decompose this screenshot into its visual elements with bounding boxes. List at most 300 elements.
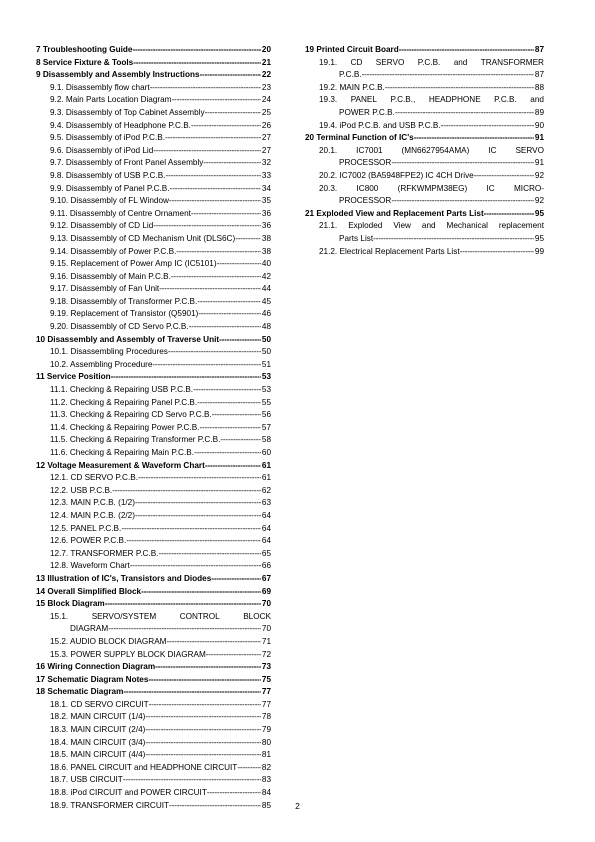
toc-entry-page: 34 <box>261 183 271 193</box>
toc-entry-page: 61 <box>261 460 271 470</box>
toc-entry-title: 18.8. iPod CIRCUIT and POWER CIRCUIT <box>50 788 207 798</box>
toc-entry-page: 48 <box>261 322 271 332</box>
toc-entry-page: 45 <box>261 296 271 306</box>
toc-entry-page: 57 <box>261 422 271 432</box>
toc-dot-leader <box>126 535 261 548</box>
toc-subsection-entry[interactable] <box>36 636 271 649</box>
toc-entry-page: 63 <box>261 498 271 508</box>
toc-entry-title: 10.1. Disassembling Procedures <box>50 347 168 357</box>
toc-dot-leader <box>135 497 261 510</box>
toc-entry-title-cont: POWER P.C.B. <box>339 107 395 117</box>
toc-dot-leader <box>176 246 261 259</box>
toc-entry-page: 64 <box>261 510 271 520</box>
toc-section-entry[interactable] <box>36 573 271 586</box>
toc-dot-leader <box>166 636 260 649</box>
toc-subsection-entry[interactable] <box>36 82 271 95</box>
toc-entry-page: 85 <box>261 800 271 810</box>
toc-subsection-entry[interactable] <box>36 246 271 259</box>
toc-subsection-entry[interactable] <box>36 233 271 246</box>
toc-entry-title-word: and <box>530 95 544 105</box>
toc-entry-title-word: HEADPHONE <box>428 95 481 105</box>
toc-subsection-entry[interactable] <box>36 560 271 573</box>
toc-subsection-entry[interactable] <box>36 409 271 422</box>
toc-dot-leader <box>205 460 261 473</box>
toc-dot-leader <box>193 384 261 397</box>
toc-subsection-entry[interactable] <box>36 195 271 208</box>
toc-subsection-entry[interactable] <box>36 220 271 233</box>
toc-entry-title-line <box>50 611 271 624</box>
toc-subsection-entry[interactable] <box>36 787 271 800</box>
toc-subsection-entry[interactable] <box>36 258 271 271</box>
toc-entry-title: 18.3. MAIN CIRCUIT (2/4) <box>50 725 146 735</box>
toc-entry-page: 27 <box>261 133 271 143</box>
toc-entry-title: 12.4. MAIN P.C.B. (2/2) <box>50 510 135 520</box>
toc-section-entry[interactable] <box>305 208 544 221</box>
toc-entry-page: 35 <box>261 196 271 206</box>
toc-subsection-entry[interactable] <box>305 94 544 119</box>
toc-entry-title: 12.6. POWER P.C.B. <box>50 536 127 546</box>
toc-subsection-entry[interactable] <box>36 611 271 636</box>
toc-dot-leader <box>197 397 261 410</box>
toc-subsection-entry[interactable] <box>36 321 271 334</box>
toc-subsection-entry[interactable] <box>36 737 271 750</box>
toc-entry-title-word: SERVO/SYSTEM <box>91 611 157 621</box>
toc-entry-title: 9.8. Disassembly of USB P.C.B. <box>50 170 166 180</box>
toc-dot-leader <box>169 195 261 208</box>
toc-entry-title-line <box>319 94 544 107</box>
toc-dot-leader <box>197 296 261 309</box>
toc-entry-page: 95 <box>534 208 544 218</box>
toc-entry-page: 50 <box>261 334 271 344</box>
toc-entry-title-word: and <box>421 221 436 231</box>
toc-subsection-entry[interactable] <box>36 296 271 309</box>
toc-section-entry[interactable] <box>36 686 271 699</box>
toc-entry-title-word: IC <box>486 183 495 193</box>
toc-dot-leader <box>191 120 261 133</box>
toc-entry-page: 75 <box>261 674 271 684</box>
toc-dot-leader <box>460 246 534 259</box>
toc-entry-title: 15.2. AUDIO BLOCK DIAGRAM <box>50 636 167 646</box>
toc-entry-title-word: SERVO <box>515 145 544 155</box>
toc-entry-page: 23 <box>261 82 271 92</box>
toc-entry-title: 12.2. USB P.C.B. <box>50 485 113 495</box>
toc-entry-page: 84 <box>261 788 271 798</box>
toc-entry-page: 36 <box>261 208 271 218</box>
toc-entry-title-word: IC <box>488 145 497 155</box>
toc-dot-leader <box>150 82 261 95</box>
toc-entry-page: 87 <box>534 45 544 54</box>
toc-entry-title: 12.1. CD SERVO P.C.B. <box>50 473 138 483</box>
toc-subsection-entry[interactable] <box>36 523 271 536</box>
toc-entry-page: 42 <box>261 271 271 281</box>
toc-entry-page: 90 <box>534 120 544 130</box>
toc-subsection-entry[interactable] <box>36 94 271 107</box>
toc-entry-title-word: CD <box>350 57 363 67</box>
toc-entry-title-word: replacement <box>498 221 544 231</box>
toc-entry-page: 50 <box>261 347 271 357</box>
toc-dot-leader <box>121 523 261 536</box>
toc-entry-page: 53 <box>261 372 271 382</box>
toc-dot-leader <box>132 44 260 57</box>
toc-entry-page: 56 <box>261 410 271 420</box>
toc-entry-page: 51 <box>261 359 271 369</box>
toc-entry-title: 18.9. TRANSFORMER CIRCUIT <box>50 800 170 810</box>
toc-entry-title: 12.8. Waveform Chart <box>50 561 130 571</box>
toc-dot-leader <box>474 170 534 183</box>
toc-entry-title: 7 Troubleshooting Guide <box>36 45 133 54</box>
toc-dot-leader <box>123 774 261 787</box>
toc-dot-leader <box>159 283 261 296</box>
toc-subsection-entry[interactable] <box>305 220 544 245</box>
toc-entry-title-word: P.C.B. <box>494 95 517 105</box>
toc-entry-title-word: BLOCK <box>243 611 271 621</box>
toc-dot-leader <box>108 623 261 636</box>
toc-entry-page: 61 <box>261 473 271 483</box>
toc-entry-page: 72 <box>261 649 271 659</box>
toc-entry-title-word: and <box>453 57 468 67</box>
toc-entry-title: 9.20. Disassembly of CD Servo P.C.B. <box>50 322 189 332</box>
toc-entry-page: 38 <box>261 246 271 256</box>
toc-entry-title: 12.7. TRANSFORMER P.C.B. <box>50 548 159 558</box>
toc-entry-page: 88 <box>534 82 544 92</box>
toc-subsection-entry[interactable] <box>305 183 544 208</box>
toc-entry-page: 46 <box>261 309 271 319</box>
toc-entry-title: 15.3. POWER SUPPLY BLOCK DIAGRAM <box>50 649 206 659</box>
toc-dot-leader <box>155 661 261 674</box>
toc-entry-page: 99 <box>534 246 544 256</box>
toc-entry-page: 38 <box>261 233 271 243</box>
toc-dot-leader <box>170 183 261 196</box>
toc-dot-leader <box>211 573 261 586</box>
toc-dot-leader <box>133 57 261 70</box>
toc-entry-title: 9.3. Disassembly of Top Cabinet Assembly <box>50 107 205 117</box>
toc-subsection-entry[interactable] <box>36 485 271 498</box>
toc-entry-title-word: Mechanical <box>446 221 488 231</box>
toc-subsection-entry[interactable] <box>36 724 271 737</box>
toc-entry-page: 78 <box>261 712 271 722</box>
page-number: 2 <box>295 801 300 811</box>
toc-entry-title: 18.2. MAIN CIRCUIT (1/4) <box>50 712 146 722</box>
toc-entry-title: 18.5. MAIN CIRCUIT (4/4) <box>50 750 146 760</box>
toc-subsection-entry[interactable] <box>36 472 271 485</box>
toc-entry-title: 20.2. IC7002 (BA5948FPE2) IC 4CH Drive <box>319 170 474 180</box>
toc-entry-page: 91 <box>534 133 544 143</box>
toc-entry-title: 11.2. Checking & Repairing Panel P.C.B. <box>50 397 198 407</box>
toc-entry-title: 10.2. Assembling Procedure <box>50 359 153 369</box>
toc-entry-continuation <box>319 233 544 246</box>
toc-subsection-entry[interactable] <box>305 82 544 95</box>
toc-entry-title-word: P.C.B., <box>390 95 416 105</box>
toc-entry-title: 13 Illustration of IC's, Transistors and Diodes <box>36 573 212 583</box>
toc-subsection-entry[interactable] <box>36 170 271 183</box>
toc-subsection-entry[interactable] <box>36 132 271 145</box>
toc-entry-page: 70 <box>261 599 271 609</box>
toc-subsection-entry[interactable] <box>36 145 271 158</box>
toc-left-column <box>36 44 271 812</box>
toc-dot-leader <box>484 208 534 221</box>
toc-entry-page: 40 <box>261 259 271 269</box>
toc-dot-leader <box>362 69 534 82</box>
toc-subsection-entry[interactable] <box>36 510 271 523</box>
toc-entry-page: 80 <box>261 737 271 747</box>
toc-subsection-entry[interactable] <box>36 397 271 410</box>
toc-entry-page: 92 <box>534 196 544 206</box>
toc-entry-page: 60 <box>261 448 271 457</box>
toc-entry-title: 11.6. Checking & Repairing Main P.C.B. <box>50 448 194 457</box>
toc-section-entry[interactable] <box>36 334 271 347</box>
toc-section-entry[interactable] <box>36 598 271 611</box>
toc-entry-page: 81 <box>261 750 271 760</box>
toc-entry-title: 11 Service Position <box>36 372 111 382</box>
toc-dot-leader <box>200 69 261 82</box>
toc-subsection-entry[interactable] <box>305 170 544 183</box>
toc-subsection-entry[interactable] <box>36 384 271 397</box>
toc-dot-leader <box>385 82 534 95</box>
toc-subsection-entry[interactable] <box>305 120 544 133</box>
toc-section-entry[interactable] <box>36 460 271 473</box>
toc-entry-page: 64 <box>261 536 271 546</box>
toc-dot-leader <box>148 674 260 687</box>
toc-entry-title: 11.3. Checking & Repairing CD Servo P.C.B. <box>50 410 212 420</box>
toc-subsection-entry[interactable] <box>36 308 271 321</box>
toc-entry-page: 26 <box>261 120 271 130</box>
toc-subsection-entry[interactable] <box>36 120 271 133</box>
toc-subsection-entry[interactable] <box>305 246 544 259</box>
toc-entry-title-word: SERVO <box>375 57 405 67</box>
toc-entry-title: 9.10. Disassembly of FL Window <box>50 196 169 206</box>
toc-dot-leader <box>165 170 260 183</box>
toc-entry-page: 79 <box>261 725 271 735</box>
toc-entry-title-word: IC7001 <box>356 145 383 155</box>
toc-dot-leader <box>153 220 261 233</box>
toc-dot-leader <box>152 359 260 372</box>
toc-dot-leader <box>220 434 261 447</box>
toc-entry-title: 12.3. MAIN P.C.B. (1/2) <box>50 498 135 508</box>
toc-entry-title-word: View <box>393 221 411 231</box>
toc-section-entry[interactable] <box>36 661 271 674</box>
toc-dot-leader <box>149 699 261 712</box>
toc-dot-leader <box>189 321 261 334</box>
toc-subsection-entry[interactable] <box>36 107 271 120</box>
toc-entry-page: 71 <box>261 636 271 646</box>
toc-entry-title: 9.18. Disassembly of Transformer P.C.B. <box>50 296 198 306</box>
toc-entry-title-word: (RFKWMPM38EG) <box>397 183 468 193</box>
toc-dot-leader <box>219 334 261 347</box>
toc-subsection-entry[interactable] <box>36 208 271 221</box>
toc-entry-title-word: IC800 <box>356 183 379 193</box>
toc-subsection-entry[interactable] <box>305 145 544 170</box>
toc-entry-title: 17 Schematic Diagram Notes <box>36 674 149 684</box>
toc-subsection-entry[interactable] <box>36 422 271 435</box>
toc-subsection-entry[interactable] <box>36 649 271 662</box>
toc-dot-leader <box>145 737 260 750</box>
toc-entry-page: 87 <box>534 70 544 80</box>
toc-subsection-entry[interactable] <box>36 183 271 196</box>
toc-section-entry[interactable] <box>36 44 271 57</box>
toc-entry-page: 82 <box>261 762 271 772</box>
toc-entry-title: 18.6. PANEL CIRCUIT and HEADPHONE CIRCUIT <box>50 762 238 772</box>
toc-entry-page: 70 <box>261 624 271 634</box>
toc-entry-title: 9 Disassembly and Assembly Instructions <box>36 70 200 80</box>
toc-entry-title: 15 Block Diagram <box>36 599 105 609</box>
toc-entry-title-word: PANEL <box>350 95 377 105</box>
toc-entry-title: 19.4. iPod P.C.B. and USB P.C.B. <box>319 120 441 130</box>
toc-section-entry[interactable] <box>36 69 271 82</box>
toc-entry-page: 65 <box>261 548 271 558</box>
toc-entry-title: 10 Disassembly and Assembly of Traverse Unit <box>36 334 220 344</box>
toc-entry-page: 95 <box>534 233 544 243</box>
toc-entry-page: 69 <box>261 586 271 596</box>
toc-subsection-entry[interactable] <box>36 749 271 762</box>
toc-entry-title: 9.9. Disassembly of Panel P.C.B. <box>50 183 170 193</box>
toc-entry-page: 20 <box>261 45 271 54</box>
toc-entry-title: 9.13. Disassembly of CD Mechanism Unit (DLS6C) <box>50 233 236 243</box>
toc-dot-leader <box>237 762 261 775</box>
toc-dot-leader <box>395 107 534 120</box>
toc-dot-leader <box>198 308 261 321</box>
toc-section-entry[interactable] <box>36 586 271 599</box>
toc-entry-title: 11.1. Checking & Repairing USB P.C.B. <box>50 385 194 395</box>
toc-subsection-entry[interactable] <box>36 774 271 787</box>
toc-entry-title: 20 Terminal Function of IC's <box>305 133 414 143</box>
toc-entry-title-word: TRANSFORMER <box>480 57 544 67</box>
toc-dot-leader <box>205 107 261 120</box>
toc-dot-leader <box>414 132 534 145</box>
toc-subsection-entry[interactable] <box>36 447 271 460</box>
toc-entry-title-line <box>319 183 544 196</box>
toc-dot-leader <box>145 749 260 762</box>
toc-entry-page: 33 <box>261 170 271 180</box>
toc-dot-leader <box>168 346 261 359</box>
toc-entry-title: 9.7. Disassembly of Front Panel Assembly <box>50 158 204 168</box>
toc-entry-page: 36 <box>261 221 271 231</box>
toc-entry-title: 9.6. Disassembly of iPod Lid <box>50 145 154 155</box>
toc-entry-title-line <box>319 145 544 158</box>
toc-entry-title: 11.5. Checking & Repairing Transformer P.C.B. <box>50 435 221 445</box>
toc-dot-leader <box>130 560 261 573</box>
toc-entry-continuation <box>319 157 544 170</box>
toc-entry-page: 22 <box>261 70 271 80</box>
toc-entry-title-word: 19.1. <box>319 57 338 67</box>
toc-entry-title: 18.4. MAIN CIRCUIT (3/4) <box>50 737 146 747</box>
toc-entry-title: 18.7. USB CIRCUIT <box>50 775 123 785</box>
toc-entry-page: 89 <box>534 107 544 117</box>
toc-subsection-entry[interactable] <box>36 346 271 359</box>
toc-entry-title-word: 20.3. <box>319 183 338 193</box>
toc-entry-title: 12 Voltage Measurement & Waveform Chart <box>36 460 205 470</box>
toc-entry-title: 9.15. Replacement of Power Amp IC (IC5101) <box>50 259 217 269</box>
toc-entry-page: 53 <box>261 385 271 395</box>
toc-section-entry[interactable] <box>305 44 544 57</box>
toc-entry-page: 77 <box>261 699 271 709</box>
toc-subsection-entry[interactable] <box>36 283 271 296</box>
toc-entry-title-cont: P.C.B. <box>339 70 362 80</box>
toc-entry-title-word: CONTROL <box>179 611 220 621</box>
toc-entry-page: 66 <box>261 561 271 571</box>
toc-entry-title-word: MICRO- <box>513 183 544 193</box>
toc-section-entry[interactable] <box>36 674 271 687</box>
toc-entry-title: 21 Exploded View and Replacement Parts List <box>305 208 484 218</box>
toc-dot-leader <box>391 195 534 208</box>
toc-entry-title: 9.16. Disassembly of Main P.C.B. <box>50 271 171 281</box>
toc-dot-leader <box>123 686 261 699</box>
toc-dot-leader <box>111 371 261 384</box>
toc-entry-title: 12.5. PANEL P.C.B. <box>50 523 122 533</box>
toc-entry-continuation <box>319 107 544 120</box>
toc-dot-leader <box>138 472 261 485</box>
toc-dot-leader <box>399 44 534 57</box>
toc-dot-leader <box>206 649 261 662</box>
toc-subsection-entry[interactable] <box>36 157 271 170</box>
toc-subsection-entry[interactable] <box>36 359 271 372</box>
toc-dot-leader <box>391 157 534 170</box>
toc-entry-title-word: 15.1. <box>50 611 69 621</box>
toc-entry-title: 9.4. Disassembly of Headphone P.C.B. <box>50 120 191 130</box>
toc-subsection-entry[interactable] <box>36 762 271 775</box>
toc-subsection-entry[interactable] <box>305 57 544 82</box>
toc-entry-title-word: (MN6627954AMA) <box>401 145 470 155</box>
toc-entry-title: 9.1. Disassembly flow chart <box>50 82 150 92</box>
toc-dot-leader <box>145 724 260 737</box>
toc-subsection-entry[interactable] <box>36 711 271 724</box>
toc-subsection-entry[interactable] <box>36 271 271 284</box>
toc-dot-leader <box>165 132 261 145</box>
toc-entry-continuation <box>319 195 544 208</box>
toc-entry-title-word: 20.1. <box>319 145 338 155</box>
toc-entry-continuation <box>319 69 544 82</box>
toc-dot-leader <box>153 145 261 158</box>
toc-entry-title-word: Exploded <box>348 221 383 231</box>
toc-dot-leader <box>203 157 261 170</box>
toc-entry-page: 83 <box>261 775 271 785</box>
toc-entry-page: 21 <box>261 57 271 67</box>
toc-entry-page: 24 <box>261 95 271 105</box>
toc-dot-leader <box>212 409 261 422</box>
toc-subsection-entry[interactable] <box>36 535 271 548</box>
toc-entry-title-cont: PROCESSOR <box>339 158 392 168</box>
toc-entry-title: 19 Printed Circuit Board <box>305 45 399 54</box>
toc-dot-leader <box>194 447 261 460</box>
toc-entry-title: 9.5. Disassembly of iPod P.C.B. <box>50 133 165 143</box>
toc-entry-title-word: 19.3. <box>319 95 338 105</box>
toc-entry-title: 9.14. Disassembly of Power P.C.B. <box>50 246 177 256</box>
toc-subsection-entry[interactable] <box>36 434 271 447</box>
toc-entry-title-word: 21.1. <box>319 221 338 231</box>
toc-dot-leader <box>171 271 261 284</box>
toc-dot-leader <box>199 422 260 435</box>
toc-section-entry[interactable] <box>36 371 271 384</box>
toc-entry-title-line <box>319 220 544 233</box>
toc-entry-title: 18 Schematic Diagram <box>36 687 124 697</box>
toc-entry-page: 77 <box>261 687 271 697</box>
toc-dot-leader <box>105 598 261 611</box>
toc-entry-page: 92 <box>534 170 544 180</box>
toc-entry-title: 9.17. Disassembly of Fan Unit <box>50 284 160 294</box>
toc-entry-title-cont: Parts List <box>339 233 374 243</box>
toc-entry-title-word: P.C.B. <box>417 57 441 67</box>
toc-right-column <box>305 44 544 258</box>
toc-subsection-entry[interactable] <box>36 548 271 561</box>
toc-entry-page: 32 <box>261 158 271 168</box>
toc-entry-page: 58 <box>261 435 271 445</box>
toc-section-entry[interactable] <box>36 57 271 70</box>
toc-subsection-entry[interactable] <box>36 699 271 712</box>
toc-entry-page: 44 <box>261 284 271 294</box>
toc-subsection-entry[interactable] <box>36 497 271 510</box>
toc-section-entry[interactable] <box>305 132 544 145</box>
toc-entry-title-cont: PROCESSOR <box>339 196 392 206</box>
toc-entry-page: 55 <box>261 397 271 407</box>
